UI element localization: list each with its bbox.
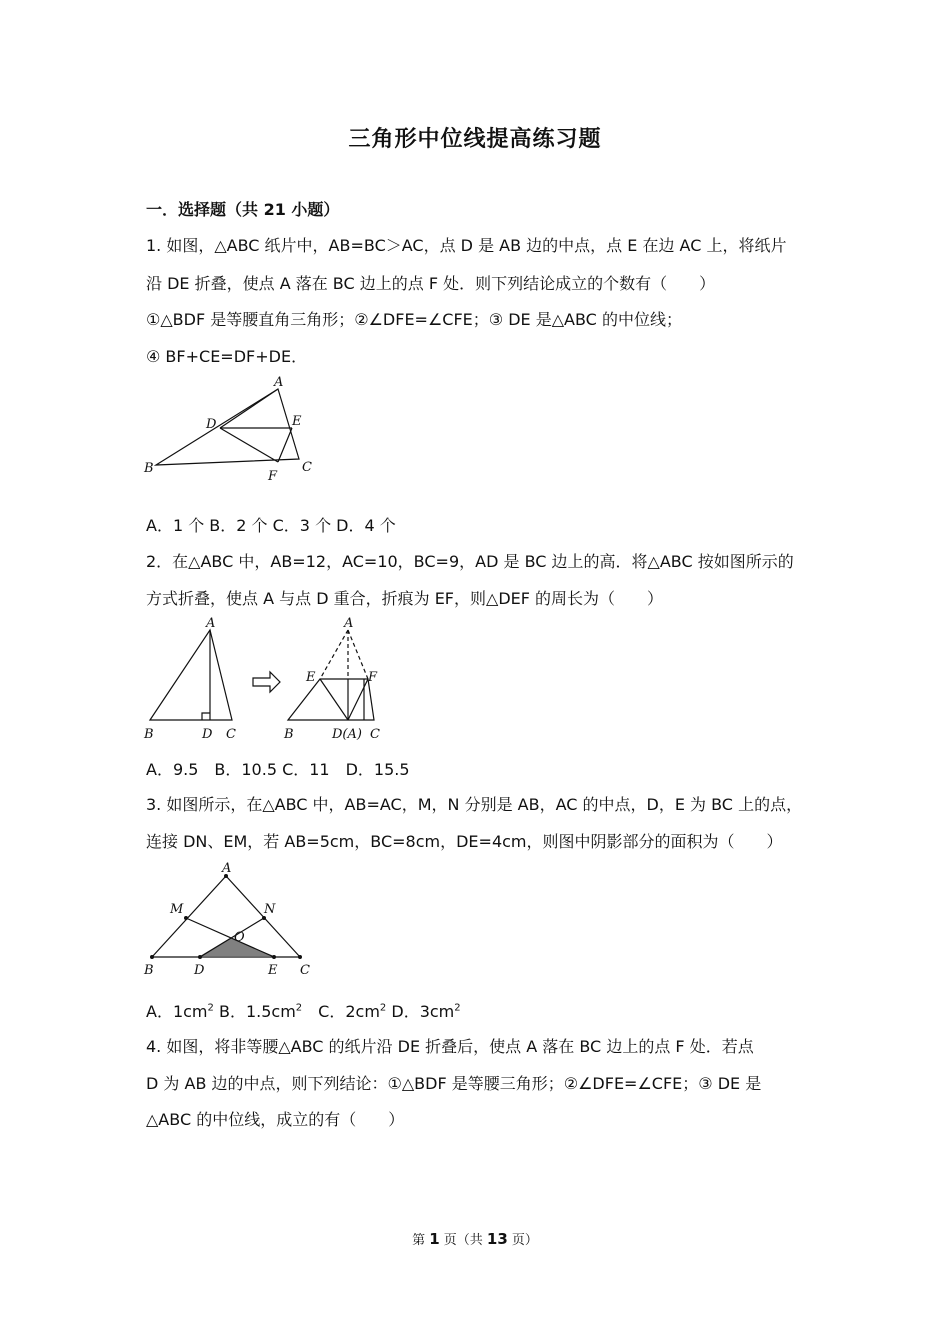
footer-page-number: 1 bbox=[429, 1230, 440, 1248]
option-c: C．2cm bbox=[302, 1002, 380, 1021]
question-1-line-4: ④ BF+CE=DF+DE． bbox=[146, 347, 308, 366]
option-a: A．1cm bbox=[146, 1002, 208, 1021]
label-a: A bbox=[274, 375, 284, 390]
option-b-exponent: 2 bbox=[295, 1002, 303, 1014]
question-2-line-2: 方式折叠，使点 A 与点 D 重合，折痕为 EF，则△DEF 的周长为（ ） bbox=[146, 589, 664, 608]
label-b-right: B bbox=[284, 727, 294, 742]
page-title: 三角形中位线提高练习题 bbox=[348, 127, 602, 152]
footer-middle: 页（共 bbox=[439, 1233, 487, 1248]
question-4-line-3: △ABC 的中位线，成立的有（ ） bbox=[146, 1110, 405, 1129]
label-d: D bbox=[206, 417, 217, 432]
point-e bbox=[272, 955, 276, 959]
label-c-right: C bbox=[370, 727, 380, 742]
question-4-line-1: 4. 如图，将非等腰△ABC 的纸片沿 DE 折叠后，使点 A 落在 BC 边上的点 F 处．若点 bbox=[146, 1037, 754, 1056]
question-1-line-3: ①△BDF 是等腰直角三角形；②∠DFE=∠CFE；③ DE 是△ABC 的中位线； bbox=[146, 310, 682, 329]
point-c bbox=[298, 955, 302, 959]
footer-total-pages: 13 bbox=[486, 1230, 508, 1248]
label-e-right: E bbox=[306, 670, 316, 685]
label-e: E bbox=[268, 963, 278, 978]
option-d: D．3cm bbox=[386, 1002, 455, 1021]
label-b-left: B bbox=[144, 727, 154, 742]
dashed-ae bbox=[320, 630, 348, 679]
right-angle-mark bbox=[202, 713, 210, 720]
label-b: B bbox=[144, 963, 154, 978]
question-3-line-1: 3. 如图所示，在△ABC 中，AB=AC，M，N 分别是 AB，AC 的中点，D，E 为 BC 上的点， bbox=[146, 795, 803, 814]
question-1-figure bbox=[140, 372, 330, 488]
question-3-line-2: 连接 DN、EM，若 AB=5cm，BC=8cm，DE=4cm，则图中阴影部分的面积为（ ） bbox=[146, 832, 783, 851]
question-1-line-2: 沿 DE 折叠，使点 A 落在 BC 边上的点 F 处．则下列结论成立的个数有（ ） bbox=[146, 274, 716, 293]
question-2-options: A．9.5 B．10.5 C．11 D．15.5 bbox=[146, 760, 410, 779]
label-o: O bbox=[234, 930, 245, 945]
segment-fd bbox=[348, 679, 368, 720]
folded-shape bbox=[288, 679, 374, 720]
segment-ef bbox=[278, 428, 292, 462]
page-footer bbox=[0, 1229, 950, 1248]
label-c: C bbox=[300, 963, 310, 978]
option-d-exponent: 2 bbox=[454, 1002, 461, 1014]
question-1-line-1: 1. 如图，△ABC 纸片中，AB=BC＞AC，点 D 是 AB 边的中点，点 E 在边 AC 上，将纸片 bbox=[146, 236, 787, 255]
question-2-figure bbox=[140, 614, 400, 746]
point-b bbox=[150, 955, 154, 959]
segment-df bbox=[220, 428, 278, 462]
option-a-exponent: 2 bbox=[207, 1002, 214, 1014]
question-1-options: A．1 个 B．2 个 C．3 个 D．4 个 bbox=[146, 516, 396, 535]
section-heading: 一．选择题（共 21 小题） bbox=[146, 200, 340, 219]
triangle-abc bbox=[156, 389, 299, 465]
segment-ed bbox=[320, 679, 348, 720]
label-f-right: F bbox=[368, 670, 378, 685]
label-d-left: D bbox=[202, 727, 213, 742]
label-c: C bbox=[302, 460, 312, 475]
label-a-left: A bbox=[206, 616, 216, 631]
label-n: N bbox=[264, 902, 276, 917]
label-a-right: A bbox=[344, 616, 354, 631]
arrow-icon bbox=[253, 672, 280, 692]
triangle-abc-left bbox=[150, 630, 232, 720]
label-d: D bbox=[194, 963, 205, 978]
label-b: B bbox=[144, 461, 154, 476]
label-a: A bbox=[222, 861, 232, 876]
label-e: E bbox=[292, 414, 302, 429]
question-3-figure bbox=[140, 856, 330, 980]
label-d-a-right: D(A) bbox=[332, 727, 362, 742]
footer-prefix: 第 bbox=[412, 1233, 430, 1248]
segment-da bbox=[220, 389, 278, 428]
point-d bbox=[198, 955, 202, 959]
option-c-exponent: 2 bbox=[379, 1002, 387, 1014]
question-4-line-2: D 为 AB 边的中点，则下列结论：①△BDF 是等腰三角形；②∠DFE=∠CFE；③ DE 是 bbox=[146, 1074, 762, 1093]
label-c-left: C bbox=[226, 727, 236, 742]
footer-suffix: 页） bbox=[507, 1233, 538, 1248]
label-m: M bbox=[170, 902, 184, 917]
label-f: F bbox=[268, 469, 278, 484]
option-b: B．1.5cm bbox=[213, 1002, 296, 1021]
dashed-af bbox=[348, 630, 368, 679]
question-3-options bbox=[146, 999, 461, 1022]
point-m bbox=[184, 916, 188, 920]
question-2-line-1: 2．在△ABC 中，AB=12，AC=10，BC=9，AD 是 BC 边上的高．将△ABC 按如图所示的 bbox=[146, 552, 794, 571]
